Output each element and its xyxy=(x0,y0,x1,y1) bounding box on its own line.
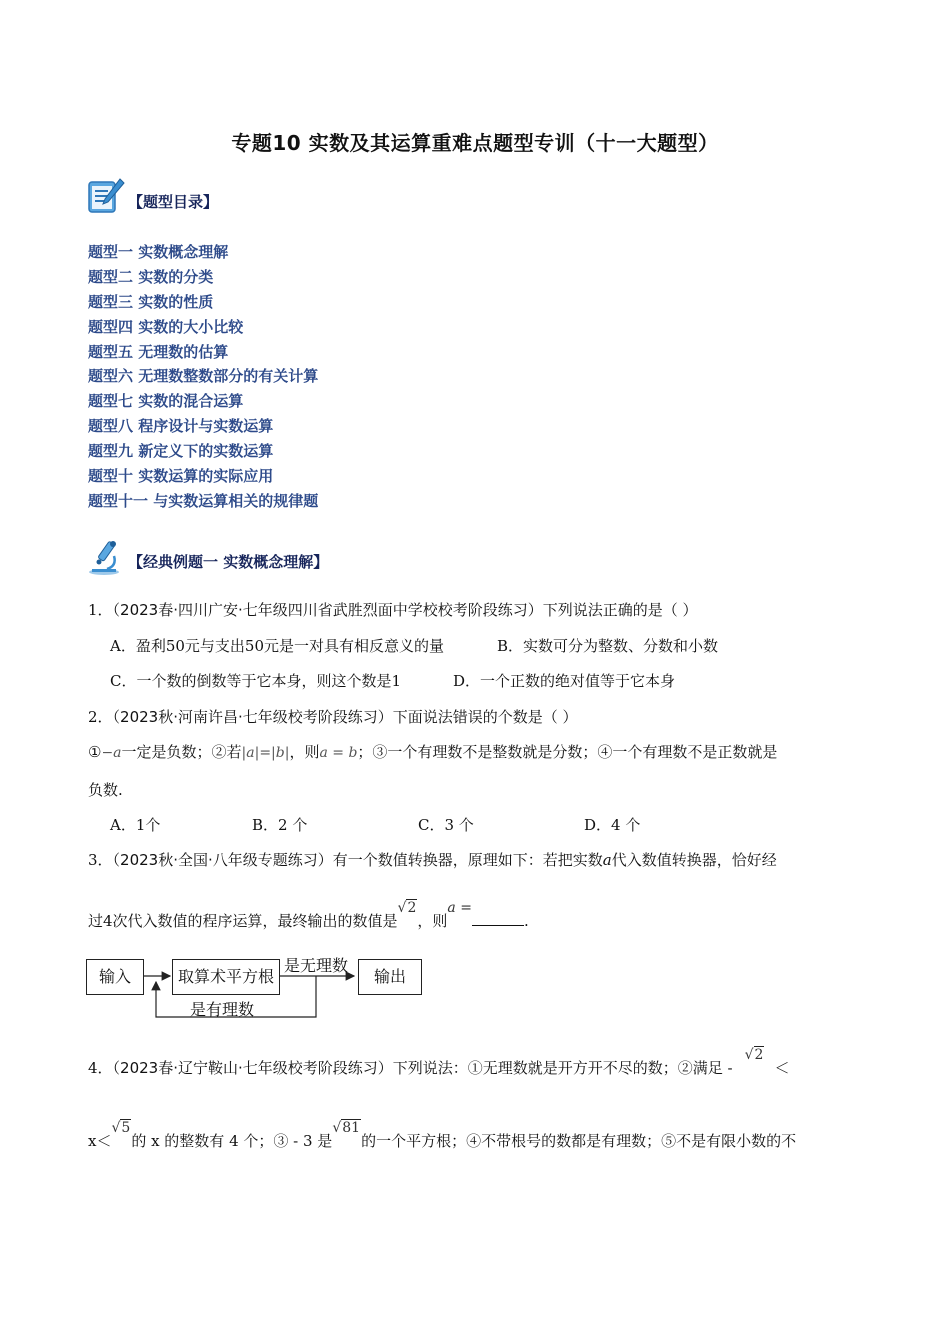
example-header-label: 【经典例题一 实数概念理解】 xyxy=(128,553,329,571)
sqrt-radicand: 81 xyxy=(342,1120,361,1136)
math-abs-eq: |a|=|b| xyxy=(241,745,290,761)
question-source: （2023春·辽宁鞍山·七年级校考阶段练习） xyxy=(112,1059,393,1077)
q4-line2 xyxy=(88,1120,797,1151)
toc-item[interactable]: 题型九 新定义下的实数运算 xyxy=(88,442,274,461)
q4-text: 的一个平方根；④不带根号的数都是有理数；⑤不是有限小数的不 xyxy=(361,1132,797,1150)
question-stem: 代入数值转换器，恰好经 xyxy=(611,851,777,869)
var-a: a xyxy=(602,851,612,869)
q2-text: ① xyxy=(88,743,102,761)
q2-text: ，则 xyxy=(289,743,320,761)
option-label: A． xyxy=(110,816,136,834)
math-neg-a: −a xyxy=(101,745,122,761)
question-4 xyxy=(88,1047,790,1078)
q1-option-d[interactable]: D．一个正数的绝对值等于它本身 xyxy=(453,672,676,690)
example-header xyxy=(86,536,328,576)
toc-item[interactable]: 题型二 实数的分类 xyxy=(88,267,214,286)
toc-item[interactable]: 题型四 实数的大小比较 xyxy=(88,317,244,336)
flow-process-box: 取算术平方根 xyxy=(172,959,280,995)
q4-text: 的 x 的整数有 4 个；③ - 3 是 xyxy=(131,1132,333,1150)
option-value: 4 个 xyxy=(611,816,641,834)
toc-item[interactable]: 题型十一 与实数运算相关的规律题 xyxy=(88,491,319,510)
question-source: （2023秋·河南许昌·七年级校考阶段练习） xyxy=(112,708,393,726)
option-value: 2 个 xyxy=(278,816,308,834)
sqrt-2: √2 xyxy=(744,1047,764,1063)
page-title: 专题10 实数及其运算重难点题型专训（十一大题型） xyxy=(231,131,719,155)
toc-header xyxy=(86,176,218,216)
question-source: （2023春·四川广安·七年级四川省武胜烈面中学校校考阶段练习） xyxy=(112,601,543,619)
toc-list xyxy=(88,240,318,514)
q2-option-d[interactable] xyxy=(584,814,640,835)
q2-option-a[interactable] xyxy=(110,814,160,835)
flowchart xyxy=(86,955,426,1025)
question-stem: 有一个数值转换器，原理如下：若把实数 xyxy=(332,851,603,869)
toc-item[interactable]: 题型七 实数的混合运算 xyxy=(88,392,244,411)
q1-option-b[interactable]: B．实数可分为整数、分数和小数 xyxy=(497,637,719,655)
toc-item[interactable]: 题型三 实数的性质 xyxy=(88,292,214,311)
q1-option-c[interactable]: C．一个数的倒数等于它本身，则这个数是1 xyxy=(110,672,402,690)
q3-text: 过4次代入数值的程序运算，最终输出的数值是 xyxy=(88,912,398,930)
sqrt-5: √5 xyxy=(111,1120,131,1136)
sqrt-2: √2 xyxy=(397,900,417,916)
q3-line2 xyxy=(88,900,529,931)
flow-label-rational: 是有理数 xyxy=(190,1000,255,1019)
option-value: 3 个 xyxy=(444,816,474,834)
question-stem: 下面说法错误的个数是（ ） xyxy=(392,708,578,726)
question-number: 4． xyxy=(88,1059,113,1077)
q4-text: x＜ xyxy=(88,1132,112,1150)
answer-blank[interactable] xyxy=(472,911,524,926)
math-a-eq: a = xyxy=(447,900,472,916)
notepad-pencil-icon xyxy=(86,176,126,216)
sqrt-radicand: 2 xyxy=(754,1047,764,1063)
question-number: 2． xyxy=(88,708,113,726)
flow-output-box: 输出 xyxy=(358,959,422,995)
flow-input-box: 输入 xyxy=(86,959,144,995)
q1-option-a[interactable]: A．盈利50元与支出50元是一对具有相反意义的量 xyxy=(110,637,445,655)
question-stem: 下列说法：①无理数就是开方开不尽的数；②满足 - xyxy=(392,1059,733,1077)
q2-option-b[interactable] xyxy=(252,814,307,835)
q2-option-c[interactable] xyxy=(418,814,474,835)
option-label: B． xyxy=(252,816,279,834)
option-value: 1个 xyxy=(135,816,161,834)
q2-statements xyxy=(88,741,777,762)
question-number: 1． xyxy=(88,601,113,619)
sqrt-radicand: 5 xyxy=(121,1120,131,1136)
flow-label-irrational: 是无理数 xyxy=(284,956,349,975)
q2-text: 一定是负数；②若 xyxy=(121,743,242,761)
question-2 xyxy=(88,706,578,727)
toc-item[interactable]: 题型五 无理数的估算 xyxy=(88,342,229,361)
question-3 xyxy=(88,849,777,870)
toc-item[interactable]: 题型一 实数概念理解 xyxy=(88,243,229,261)
option-label: C． xyxy=(418,816,445,834)
sqrt-81: √81 xyxy=(332,1120,361,1136)
q3-text: . xyxy=(523,912,529,930)
q3-text: ，则 xyxy=(417,912,448,930)
microscope-icon xyxy=(86,536,126,576)
question-number: 3． xyxy=(88,851,113,869)
sqrt-radicand: 2 xyxy=(407,900,417,916)
question-source: （2023秋·全国·八年级专题练习） xyxy=(112,851,333,869)
toc-item[interactable]: 题型六 无理数整数部分的有关计算 xyxy=(88,367,319,386)
q2-text: ；③一个有理数不是整数就是分数；④一个有理数不是正数就是 xyxy=(357,743,778,761)
math-a-eq-b: a = b xyxy=(319,745,358,761)
toc-header-label: 【题型目录】 xyxy=(128,193,219,211)
option-label: D． xyxy=(584,816,612,834)
toc-item[interactable]: 题型八 程序设计与实数运算 xyxy=(88,417,274,436)
question-1 xyxy=(88,599,698,620)
toc-item[interactable]: 题型十 实数运算的实际应用 xyxy=(88,467,274,486)
question-stem: 下列说法正确的是（ ） xyxy=(542,601,698,619)
q2-statements-cont: 负数. xyxy=(88,781,123,799)
less-than: ＜ xyxy=(774,1059,790,1077)
